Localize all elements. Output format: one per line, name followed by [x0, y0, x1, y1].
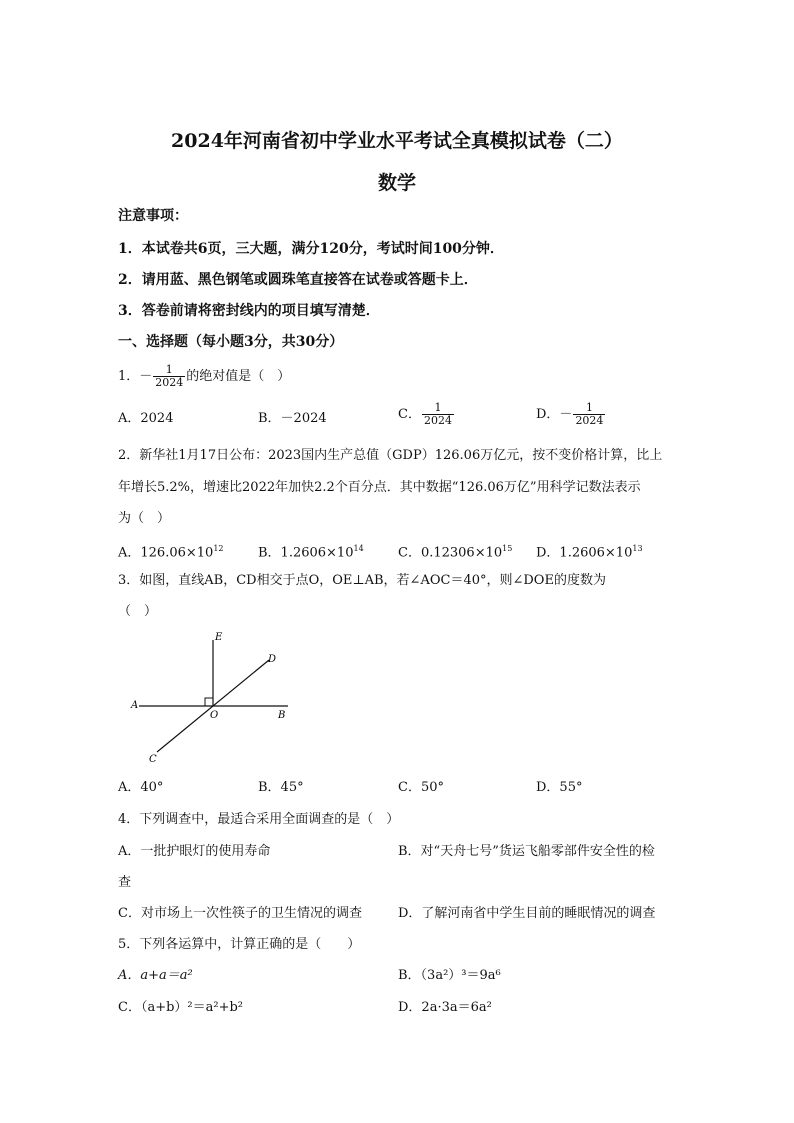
q3-option-c[interactable]: C．50° [398, 780, 444, 795]
q4-option-a[interactable]: A．一批护眼灯的使用寿命 [118, 844, 271, 859]
label-e: E [215, 632, 223, 643]
right-angle-mark [205, 698, 213, 706]
q2-line-2: 年增长5.2%，增速比2022年加快2.2个百分点．其中数据“126.06万亿”用科学记数法表示 [118, 480, 641, 495]
note-item-2: 2．请用蓝、黑色钢笔或圆珠笔直接答在试卷或答题卡上． [118, 272, 478, 288]
exam-subject: 数学 [377, 172, 416, 194]
label-c: C [149, 754, 157, 765]
q4-option-d[interactable]: D．了解河南省中学生目前的睡眠情况的调查 [398, 906, 656, 921]
label-a: A [131, 700, 139, 711]
q3-option-b[interactable]: B．45° [258, 780, 304, 795]
q2-option-a[interactable]: A．$126.06\times 10^{12}$ [118, 544, 224, 561]
q2-option-c[interactable]: C．$0.12306\times 10^{15}$ [398, 544, 513, 561]
section-heading: 一、选择题（每小题3分，共30分） [118, 334, 344, 350]
q5-stem: 5．下列各运算中，计算正确的是（ ） [118, 937, 361, 952]
label-d: D [268, 654, 277, 665]
notes-heading: 注意事项： [118, 208, 188, 224]
q5-option-c[interactable]: C．（a+b）²＝a²+b² [118, 1000, 244, 1015]
q1-option-c[interactable]: C． $\frac{1}{2024}$ [398, 401, 452, 427]
q2-line-3: 为（ ） [118, 511, 171, 526]
q3-option-a[interactable]: A．40° [118, 780, 164, 795]
q2-option-b[interactable]: B．$1.2606\times 10^{14}$ [258, 544, 364, 561]
q3-line-1: 3．如图，直线AB，CD相交于点O，OE⊥AB，若∠AOC＝40°，则∠DOE的度数为 [118, 573, 606, 588]
question-1 [118, 364, 290, 389]
q5-option-b[interactable]: B．（3a²）³＝9a⁶ [398, 968, 501, 983]
q2-line-1: 2．新华社1月17日公布：2023国内生产总值（GDP）126.06万亿元，按不变价格计算，比上 [118, 448, 663, 463]
note-item-3: 3．答卷前请将密封线内的项目填写清楚． [118, 303, 380, 319]
q2-option-d[interactable]: D．$1.2606\times 10^{13}$ [536, 544, 643, 561]
q4-option-c[interactable]: C．对市场上一次性筷子的卫生情况的调查 [118, 906, 362, 921]
q4-stem: 4．下列调查中，最适合采用全面调查的是（ ） [118, 812, 400, 827]
q1-option-b[interactable]: B．－2024 [258, 411, 327, 426]
q4-option-b-cont: 查 [118, 875, 132, 890]
q4-option-b[interactable]: B．对“天舟七号”货运飞船零部件安全性的检 [398, 844, 655, 859]
q5-option-a[interactable]: A．a+a＝a² [118, 968, 193, 983]
q1-option-d[interactable]: D．－ $\frac{1}{2024}$ [536, 401, 604, 427]
q1-suffix: 的绝对值是（ ） [186, 369, 291, 384]
q1-fraction: $\frac{1}{2024}$ [155, 363, 184, 389]
label-b: B [278, 710, 286, 721]
q3-option-d[interactable]: D．55° [536, 780, 583, 795]
q1-option-a[interactable]: A．2024 [118, 411, 174, 426]
q3-figure [125, 628, 300, 768]
q5-option-d[interactable]: D．2a·3a＝6a² [398, 1000, 492, 1015]
label-o: O [210, 710, 219, 721]
note-item-1: 1．本试卷共6页，三大题，满分120分，考试时间100分钟． [118, 241, 504, 257]
q1-prefix: 1．－ [118, 369, 153, 384]
exam-title: 2024年河南省初中学业水平考试全真模拟试卷（二） [171, 130, 623, 152]
q3-line-2: （ ） [118, 604, 158, 619]
